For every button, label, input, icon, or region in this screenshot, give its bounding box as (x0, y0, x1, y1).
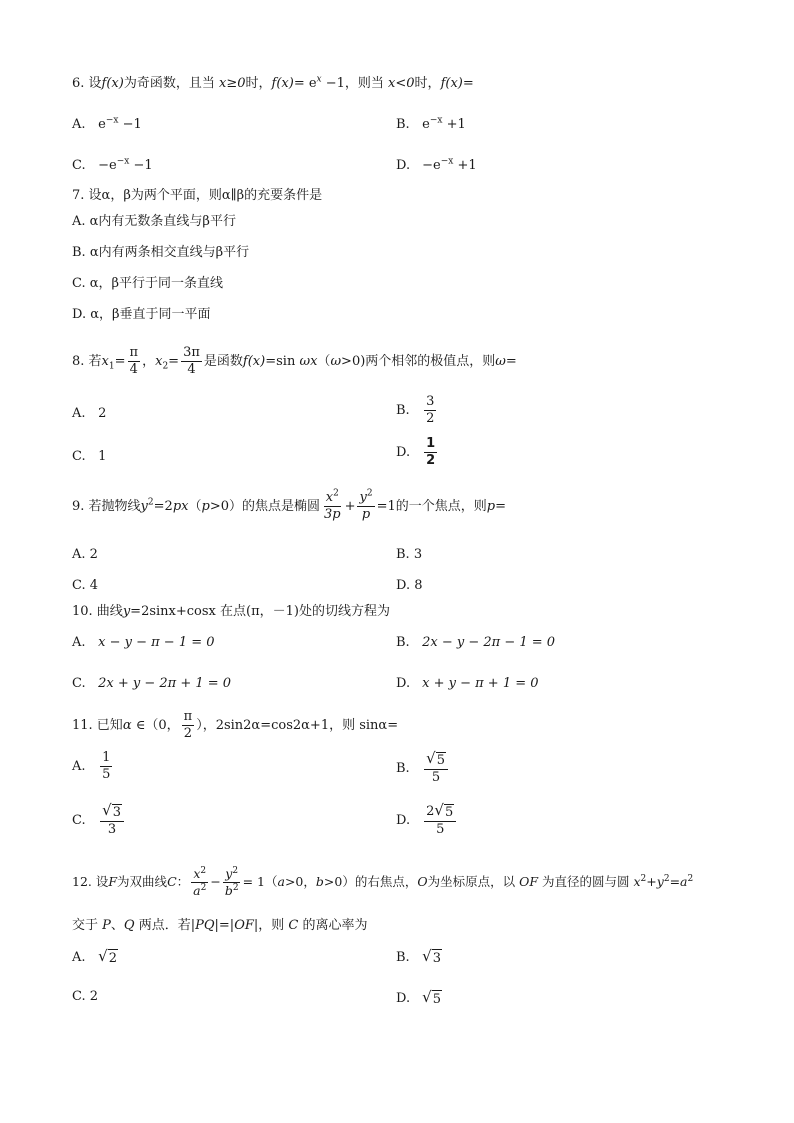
option-label: B. (396, 635, 410, 650)
q6-stem (72, 75, 474, 93)
q6-exp: x (316, 74, 322, 85)
option-label: B. (396, 117, 410, 132)
q9-exp: 2 (147, 497, 154, 508)
option-equation: 2x − y − 2π − 1 = 0 (422, 635, 556, 650)
option-text: −e (422, 158, 441, 173)
fraction-den: 5 (436, 822, 445, 837)
sqrt-icon: √ 5 (434, 801, 454, 820)
q11-option-a[interactable] (72, 750, 114, 783)
q12-stem-text: + (646, 874, 657, 889)
option-label: C. (72, 812, 86, 828)
sqrt-icon: √ 3 (422, 947, 441, 966)
fraction-num: 1 (426, 436, 436, 451)
q10-option-a[interactable] (72, 634, 215, 652)
option-label: D. (396, 812, 411, 828)
q12-stem-text: = 1（ (242, 874, 278, 889)
q11-alpha: α (122, 718, 132, 733)
q9-option-b[interactable]: B. 3 (396, 547, 423, 562)
q12-var: PQ (195, 918, 215, 933)
q6-option-c[interactable] (72, 157, 153, 175)
radicand: 5 (432, 992, 441, 1007)
q8-sub: 1 (108, 361, 115, 372)
q6-cond: x≥0 (219, 76, 246, 91)
option-text: +1 (442, 117, 466, 132)
q7-option-a[interactable]: A. α内有无数条直线与β平行 (72, 214, 236, 229)
q6-stem-text: = e (293, 76, 317, 91)
fraction-den: 4 (187, 362, 196, 377)
option-label: B. (396, 403, 410, 418)
q11-stem-text: ∈（0， (135, 718, 180, 733)
option-label: D. (396, 158, 411, 173)
option-exp: −x (429, 115, 443, 126)
q12-stem-text: − (210, 874, 221, 889)
q9-stem-text: =1 (376, 499, 396, 514)
q12-fraction (223, 866, 241, 899)
coefficient: 2 (426, 804, 435, 819)
q6-cond: x<0 (388, 76, 415, 91)
q8-stem-text: = (114, 354, 126, 369)
option-exp: −x (105, 115, 119, 126)
q8-var: x (101, 354, 109, 369)
fraction-den: 4 (129, 362, 138, 377)
q7-stem: 7. 设α，β为两个平面，则α∥β的充要条件是 (72, 188, 323, 203)
q12-exp: 2 (687, 873, 694, 884)
q8-stem-text: ， (142, 354, 156, 369)
q8-stem (72, 342, 517, 382)
q12-stem-text: 为直径的圆与圆 (541, 874, 630, 889)
option-label: C. (72, 158, 86, 173)
radicand: 3 (112, 805, 121, 820)
option-equation: x − y − π − 1 = 0 (98, 635, 215, 650)
fraction-den: a (193, 883, 201, 898)
option-label: A. (72, 117, 86, 132)
q9-stem-text: （ (188, 499, 202, 514)
option-text: 1 (98, 449, 107, 464)
option-fraction (100, 750, 112, 783)
fraction-den: 5 (102, 767, 111, 782)
fraction-den: 2 (183, 726, 193, 741)
fraction-exp: 2 (366, 488, 373, 499)
q12-option-c[interactable]: C. 2 (72, 989, 99, 1004)
q10-stem-text: ，－1)处的切线方程为 (259, 604, 390, 619)
option-label: D. (396, 676, 411, 691)
q9-stem (72, 487, 506, 527)
q12-var: y (656, 874, 664, 889)
q12-stem (72, 862, 693, 902)
q8-stem-text: >0)两个相邻的极值点，则 (341, 354, 496, 369)
q9-stem-text: 9. 若抛物线 (72, 499, 141, 514)
q6-fx: f(x) (440, 76, 463, 91)
q12-stem-text: >0）的右焦点， (323, 874, 418, 889)
fraction-den: 3p (323, 507, 341, 522)
fraction-exp: 2 (232, 882, 239, 893)
q10-option-d[interactable] (396, 675, 539, 693)
q8-fraction (181, 345, 202, 378)
q6-stem-text: 6. 设 (72, 76, 102, 91)
q8-option-d[interactable] (396, 436, 439, 469)
q11-stem-text: 11. 已知 (72, 718, 123, 733)
option-label: C. (72, 449, 86, 464)
q12-var: OF (234, 918, 254, 933)
option-label: D. (396, 445, 411, 460)
option-text: −1 (118, 117, 142, 132)
option-fraction (424, 394, 436, 427)
fraction-den: b (224, 883, 233, 898)
q12-var: OF (519, 874, 538, 889)
option-exp: −x (440, 156, 454, 167)
q11-option-b[interactable] (396, 750, 450, 786)
fraction-num: x (193, 866, 201, 881)
q10-stem-text: =2sinx+cosx 在点( (130, 604, 252, 619)
q9-stem-text: >0）的焦点是椭圆 (209, 499, 320, 514)
q9-fraction (357, 490, 374, 523)
q12-var: Q (123, 918, 135, 933)
q12-option-a[interactable] (72, 947, 118, 968)
q12-option-b[interactable] (396, 947, 442, 968)
option-text: +1 (453, 158, 477, 173)
q10-stem (72, 603, 390, 621)
q12-stem-text: |=| (214, 918, 235, 933)
q9-stem-text: = (495, 499, 506, 514)
q12-var: x (633, 874, 641, 889)
option-label: C. (72, 676, 86, 691)
q9-option-a[interactable]: A. 2 (72, 547, 98, 562)
q12-stem-text: ： (176, 874, 190, 889)
radicand: 5 (436, 753, 445, 768)
q9-stem-text: 的一个焦点，则 (395, 499, 487, 514)
q11-fraction (182, 709, 195, 742)
q10-pi: π (251, 604, 260, 619)
q8-stem-text: =sin (265, 354, 296, 369)
q12-stem-text: 、 (110, 918, 124, 933)
q12-stem-text: 交于 (72, 918, 99, 933)
fraction-exp: 2 (232, 865, 239, 876)
option-text: 2 (98, 406, 107, 421)
fraction-num: 3π (183, 345, 200, 360)
q8-option-c[interactable] (72, 448, 106, 466)
q8-stem-text: = (168, 354, 180, 369)
q12-fraction (191, 866, 208, 899)
fraction-exp: 2 (200, 882, 207, 893)
option-fraction (424, 802, 456, 838)
q8-omega: ω (495, 354, 506, 369)
q6-stem-text: −1，则当 (321, 76, 384, 91)
q6-stem-text: 时， (414, 76, 441, 91)
q6-fx: f(x) (101, 76, 124, 91)
radicand: 5 (444, 805, 454, 820)
sqrt-icon: √ 2 (98, 947, 117, 966)
q6-option-d[interactable] (396, 157, 477, 175)
q12-var: C (288, 918, 299, 933)
q9-fraction (322, 490, 343, 523)
q12-stem-text: >0， (284, 874, 316, 889)
fraction-den: 5 (431, 770, 441, 785)
q12-var: b (315, 874, 324, 889)
fraction-den: 3 (107, 822, 117, 837)
sqrt-icon: √ 3 (102, 801, 121, 820)
radicand: 3 (432, 951, 441, 966)
q9-var: y (140, 499, 148, 514)
q9-var: p (486, 499, 496, 514)
option-label: A. (72, 759, 86, 774)
q7-option-c[interactable]: C. α，β平行于同一条直线 (72, 276, 224, 291)
option-label: A. (72, 635, 86, 650)
q10-option-c[interactable] (72, 675, 231, 693)
q8-option-b[interactable] (396, 394, 438, 427)
q9-stem-text: =2 (153, 499, 173, 514)
q6-stem-text: = (462, 76, 474, 91)
q12-var: P (102, 918, 111, 933)
q12-var: C (167, 874, 177, 889)
q12-stem-text: 为双曲线 (117, 874, 168, 889)
q8-fx: f(x) (242, 354, 266, 369)
q8-stem-text: 是函数 (203, 354, 243, 369)
option-fraction (424, 436, 437, 469)
q12-exp: 2 (663, 873, 670, 884)
sqrt-icon: √ 5 (426, 749, 445, 768)
option-label: A. (72, 950, 86, 965)
q12-stem-text: |，则 (253, 918, 285, 933)
q12-stem-line2 (72, 917, 368, 935)
q9-var: p (201, 499, 210, 514)
q8-fraction (128, 345, 141, 378)
q6-stem-text: 时， (245, 76, 272, 91)
fraction-num: x (325, 490, 334, 505)
fraction-num: 1 (102, 750, 111, 765)
q12-var: F (108, 874, 118, 889)
q11-stem (72, 706, 398, 746)
option-label: B. (396, 950, 410, 965)
q6-option-a[interactable] (72, 116, 142, 134)
option-text: e (98, 117, 106, 132)
option-label: D. (396, 991, 411, 1006)
q12-var: a (680, 874, 688, 889)
q10-var: y (122, 604, 131, 619)
q6-option-b[interactable] (396, 116, 466, 134)
q12-stem-text: 两点．若| (138, 918, 196, 933)
option-fraction (424, 750, 448, 786)
q8-stem-text: 8. 若 (72, 354, 102, 369)
option-label: A. (72, 406, 86, 421)
q10-option-b[interactable] (396, 634, 555, 652)
q8-sub: 2 (162, 361, 169, 372)
option-text: −1 (129, 158, 153, 173)
q8-stem-text: = (505, 354, 517, 369)
q7-option-d[interactable]: D. α，β垂直于同一平面 (72, 307, 211, 322)
option-equation: x + y − π + 1 = 0 (422, 676, 539, 691)
q8-omega: ω (299, 354, 311, 369)
q12-var: a (277, 874, 285, 889)
q8-var: x (310, 354, 318, 369)
q11-option-d[interactable] (396, 802, 458, 838)
q12-stem-text: 为坐标原点，以 (427, 874, 516, 889)
fraction-den: 2 (426, 411, 435, 426)
fraction-num: y (225, 866, 233, 881)
q10-stem-text: 10. 曲线 (72, 604, 123, 619)
option-exp: −x (116, 156, 130, 167)
option-fraction (100, 802, 124, 838)
radicand: 2 (108, 951, 117, 966)
option-equation: 2x + y − 2π + 1 = 0 (98, 676, 232, 691)
q9-stem-text: + (344, 499, 356, 514)
q9-var: px (172, 499, 189, 514)
q12-stem-text: 12. 设 (72, 874, 109, 889)
q11-stem-text: ），2sin2α=cos2α+1，则 sinα= (196, 718, 399, 733)
sqrt-icon: √ 5 (422, 988, 441, 1007)
q8-var: x (155, 354, 163, 369)
q12-var: O (417, 874, 428, 889)
fraction-num: 3 (426, 394, 435, 409)
q8-option-a[interactable] (72, 405, 106, 423)
q12-option-d[interactable] (396, 988, 442, 1009)
fraction-den: 2 (426, 453, 436, 468)
fraction-num: π (183, 709, 193, 724)
q6-fx: f(x) (271, 76, 294, 91)
option-label: B. (396, 760, 410, 776)
q9-option-c[interactable]: C. 4 (72, 578, 99, 593)
q8-stem-text: （ (317, 354, 331, 369)
option-text: −e (98, 158, 117, 173)
option-text: e (422, 117, 430, 132)
q12-exp: 2 (640, 873, 647, 884)
fraction-num: y (359, 490, 367, 505)
q11-option-c[interactable] (72, 802, 126, 838)
q6-stem-text: 为奇函数，且当 (123, 76, 215, 91)
q7-option-b[interactable]: B. α内有两条相交直线与β平行 (72, 245, 250, 260)
fraction-exp: 2 (333, 488, 339, 499)
q12-stem-text: = (669, 874, 681, 889)
q8-omega: ω (330, 354, 342, 369)
q12-stem-text: 的离心率为 (302, 918, 368, 933)
q9-option-d[interactable]: D. 8 (396, 578, 423, 593)
fraction-exp: 2 (200, 865, 207, 876)
fraction-den: p (361, 507, 371, 522)
fraction-num: π (129, 345, 139, 360)
